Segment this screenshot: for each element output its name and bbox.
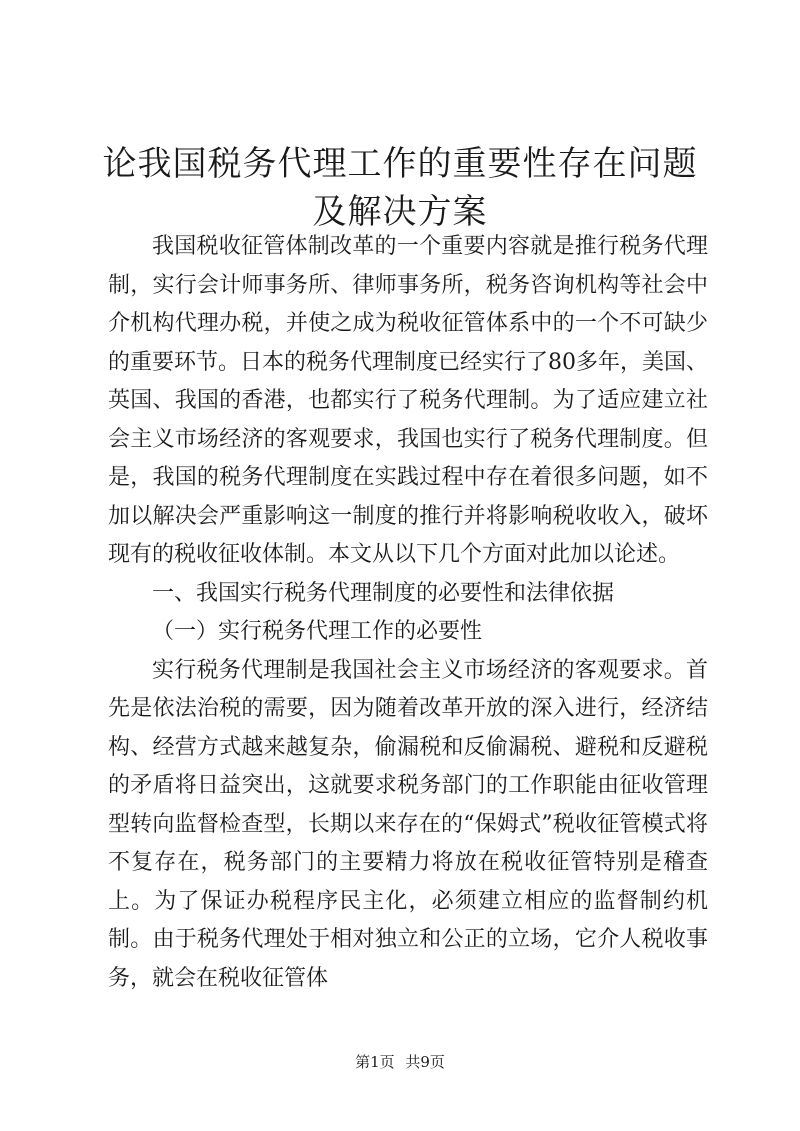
- document-body: [108, 228, 708, 998]
- page-footer: [0, 1052, 800, 1072]
- page-number: 第1页: [355, 1053, 395, 1071]
- subsection-heading-1: （一）实行税务代理工作的必要性: [152, 619, 483, 644]
- document-title: 论我国税务代理工作的重要性存在问题及解决方案: [102, 144, 698, 232]
- section-heading-1: 一、我国实行税务代理制度的必要性和法律依据: [152, 580, 615, 606]
- paragraph-necessity: 实行税务代理制是我国社会主义市场经济的客观要求。首先是依法治税的需要，因为随着改革开放的深入进行，经济结构、经营方式越来越复杂，偷漏税和反偷漏税、避税和反避税的矛盾将日益突出，这就要求税务部门的工作职能由征收管理型转向监督检查型，长期以来存在的“保姆式”税收征管模式将不复存在，税务部门的主要精力将放在税收征管特别是稽查上。为了保证办税程序民主化，必须建立相应的监督制约机制。由于税务代理处于相对独立和公正的立场，它介人税收事务，就会在税收征管体: [108, 657, 708, 991]
- paragraph-intro: 我国税收征管体制改革的一个重要内容就是推行税务代理制，实行会计师事务所、律师事务所，税务咨询机构等社会中介机构代理办税，并使之成为税收征管体系中的一个不可缺少的重要环节。日本的税务代理制度已经实行了80多年，美国、英国、我国的香港，也都实行了税务代理制。为了适应建立社会主义市场经济的客观要求，我国也实行了税务代理制度。但是，我国的税务代理制度在实践过程中存在着很多问题，如不加以解决会严重影响这一制度的推行并将影响税收收入，破坏现有的税收征收体制。本文从以下几个方面对此加以论述。: [108, 234, 708, 567]
- page-total: 共9页: [405, 1053, 445, 1071]
